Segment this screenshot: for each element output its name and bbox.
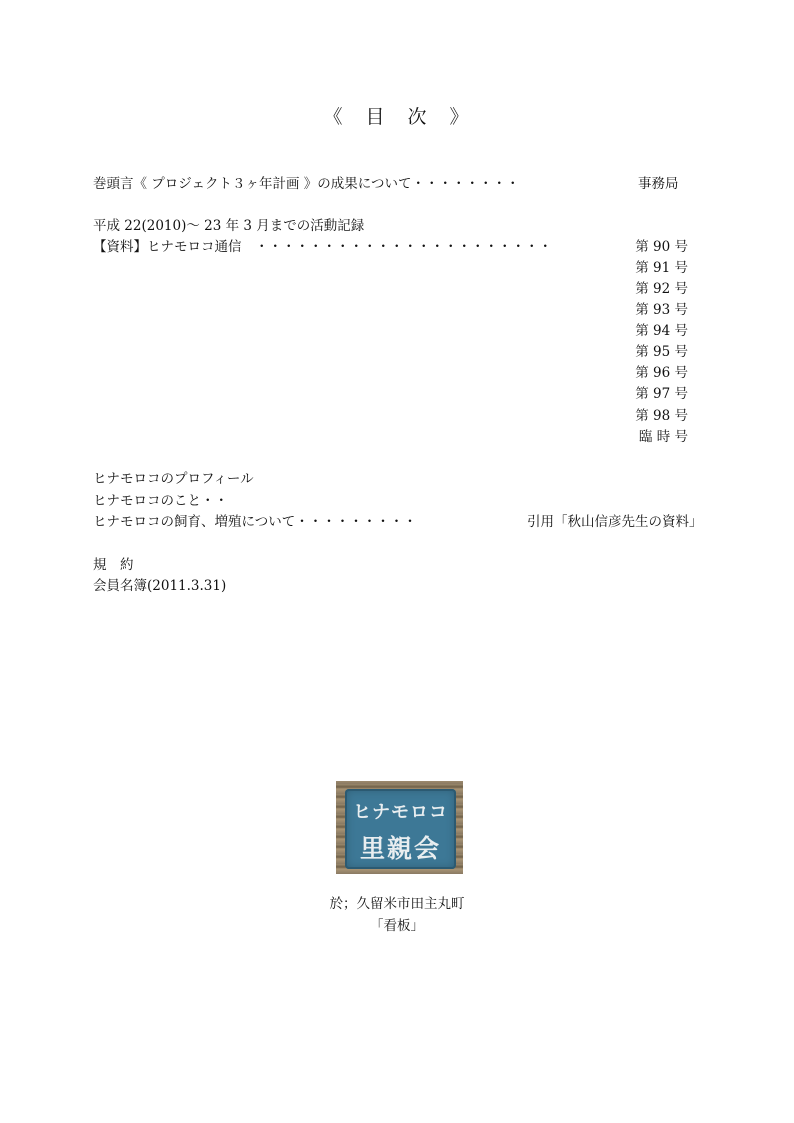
toc-issue: 第 94 号 — [635, 323, 688, 339]
toc-shiryo-text: 【資料】ヒナモロコ通信 ・・・・・・・・・・・・・・・・・・・・・・ — [93, 239, 552, 255]
photo-label-caption: 「看板」 — [370, 918, 424, 934]
page-title: 《 目 次 》 — [323, 106, 471, 128]
toc-issue: 第 98 号 — [635, 408, 688, 424]
toc-issue: 第 93 号 — [635, 302, 688, 318]
toc-intro-row — [93, 172, 693, 192]
toc-intro-author: 事務局 — [638, 176, 679, 192]
toc-profile: ヒナモロコのプロフィール — [93, 471, 254, 487]
signboard-plate — [345, 789, 456, 869]
toc-issue: 第 91 号 — [635, 260, 688, 276]
toc-issue: 第 90 号 — [635, 239, 688, 255]
toc-issue: 第 95 号 — [635, 344, 688, 360]
toc-breeding-source: 引用「秋山信彦先生の資料」 — [527, 514, 703, 530]
signboard-line-2: 里親会 — [359, 834, 441, 863]
toc-issue: 臨 時 号 — [638, 429, 688, 445]
toc-rules: 規 約 — [93, 557, 134, 573]
photo-location-caption: 於；久留米市田主丸町 — [329, 896, 465, 912]
toc-record-heading: 平成 22(2010)～ 23 年 3 月までの活動記録 — [93, 218, 365, 234]
toc-breeding-row — [93, 510, 703, 530]
toc-breeding-text: ヒナモロコの飼育、増殖について・・・・・・・・・ — [93, 514, 417, 530]
toc-roster: 会員名簿(2011.3.31) — [93, 578, 227, 594]
toc-about: ヒナモロコのこと・・ — [93, 493, 228, 509]
signboard-photo — [336, 781, 463, 874]
signboard-line-1: ヒナモロコ — [353, 802, 448, 823]
toc-issue: 第 92 号 — [635, 281, 688, 297]
toc-issue: 第 97 号 — [635, 386, 688, 402]
toc-shiryo-row — [93, 235, 693, 255]
toc-intro-text: 巻頭言《 プロジェクト３ヶ年計画 》の成果について・・・・・・・・ — [93, 176, 520, 192]
toc-issue: 第 96 号 — [635, 365, 688, 381]
